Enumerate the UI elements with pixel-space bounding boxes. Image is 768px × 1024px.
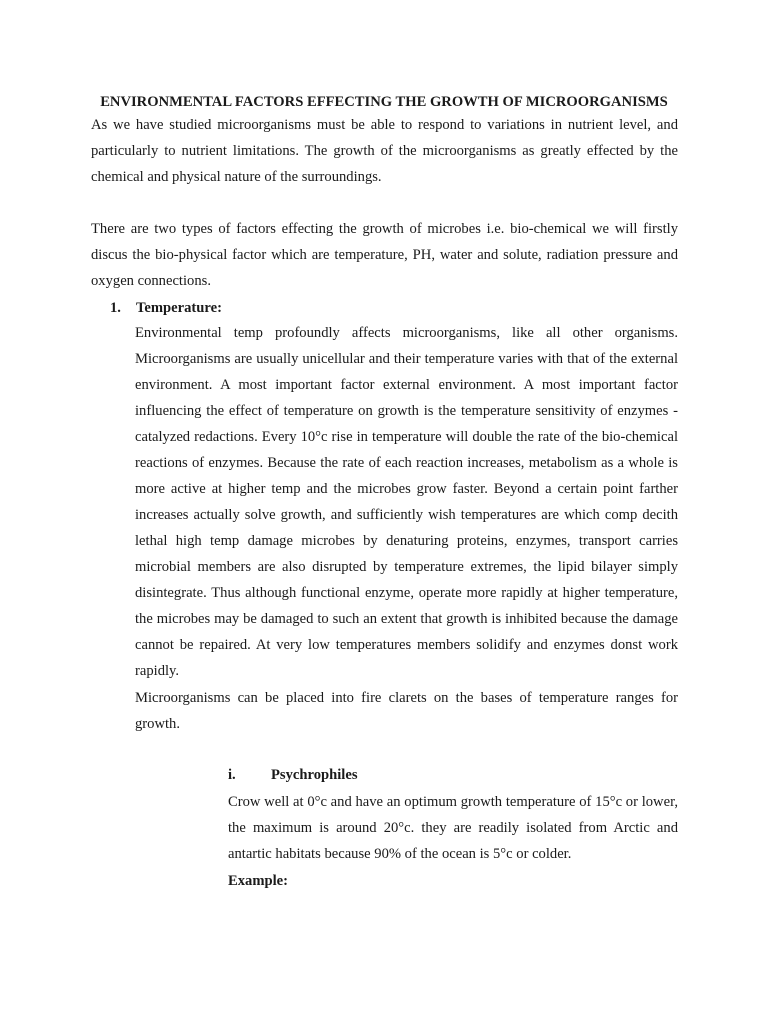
temperature-paragraph: Environmental temp profoundly affects microorganisms, like all other organisms. Microorganisms are usually unicellular and their temperature varies with that of the external environment. A most important factor external environment. A most important factor influencing the effect of temperature on growth is the temperature sensitivity of enzymes - catalyzed redactions. Every 10°c rise in temperature will double the rate of the bio-chemical reactions of enzymes. Because the rate of each reaction increases, metabolism as a whole is more active at higher temp and the microbes grow faster. Beyond a certain point farther increases actually solve growth, and sufficiently wish temperatures are which comp decith lethal high temp damage microbes by denaturing proteins, enzymes, transport carries microbial members are also disrupted by temperature extremes, the lipid bilayer simply disintegrate. Thus although functional enzyme, operate more rapidly at higher temperature, the microbes may be damaged to such an extent that growth is inhibited because the damage cannot be repaired. At very low temperatures members solidify and enzymes donst work rapidly.	[135, 325, 678, 679]
temperature-classes-paragraph: Microorganisms can be placed into fire clarets on the bases of temperature ranges for growth.	[135, 690, 678, 732]
subsection-title: Psychrophiles	[271, 767, 358, 783]
factor-types-paragraph: There are two types of factors effecting the growth of microbes i.e. bio-chemical we will firstly discus the bio-physical factor which are temperature, PH, water and solute, radiation pressure and oxygen connections.	[91, 221, 678, 289]
psychrophiles-paragraph: Crow well at 0°c and have an optimum growth temperature of 15°c or lower, the maximum is around 20°c. they are readily isolated from Arctic and antartic habitats because 90% of the ocean is 5°c or colder.	[228, 794, 678, 862]
section-number: 1.	[110, 300, 121, 316]
document-title: ENVIRONMENTAL FACTORS EFFECTING THE GROWTH OF MICROORGANISMS	[100, 94, 668, 110]
subsection-heading-psychrophiles	[228, 762, 358, 788]
subsection-number: i.	[228, 767, 236, 783]
section-title: Temperature:	[136, 300, 222, 316]
section-heading-temperature	[110, 295, 222, 321]
example-label: Example:	[228, 873, 288, 889]
intro-paragraph: As we have studied microorganisms must be able to respond to variations in nutrient level, and particularly to nutrient limitations. The growth of the microorganisms as greatly effected by the chemical and physical nature of the surroundings.	[91, 117, 678, 185]
